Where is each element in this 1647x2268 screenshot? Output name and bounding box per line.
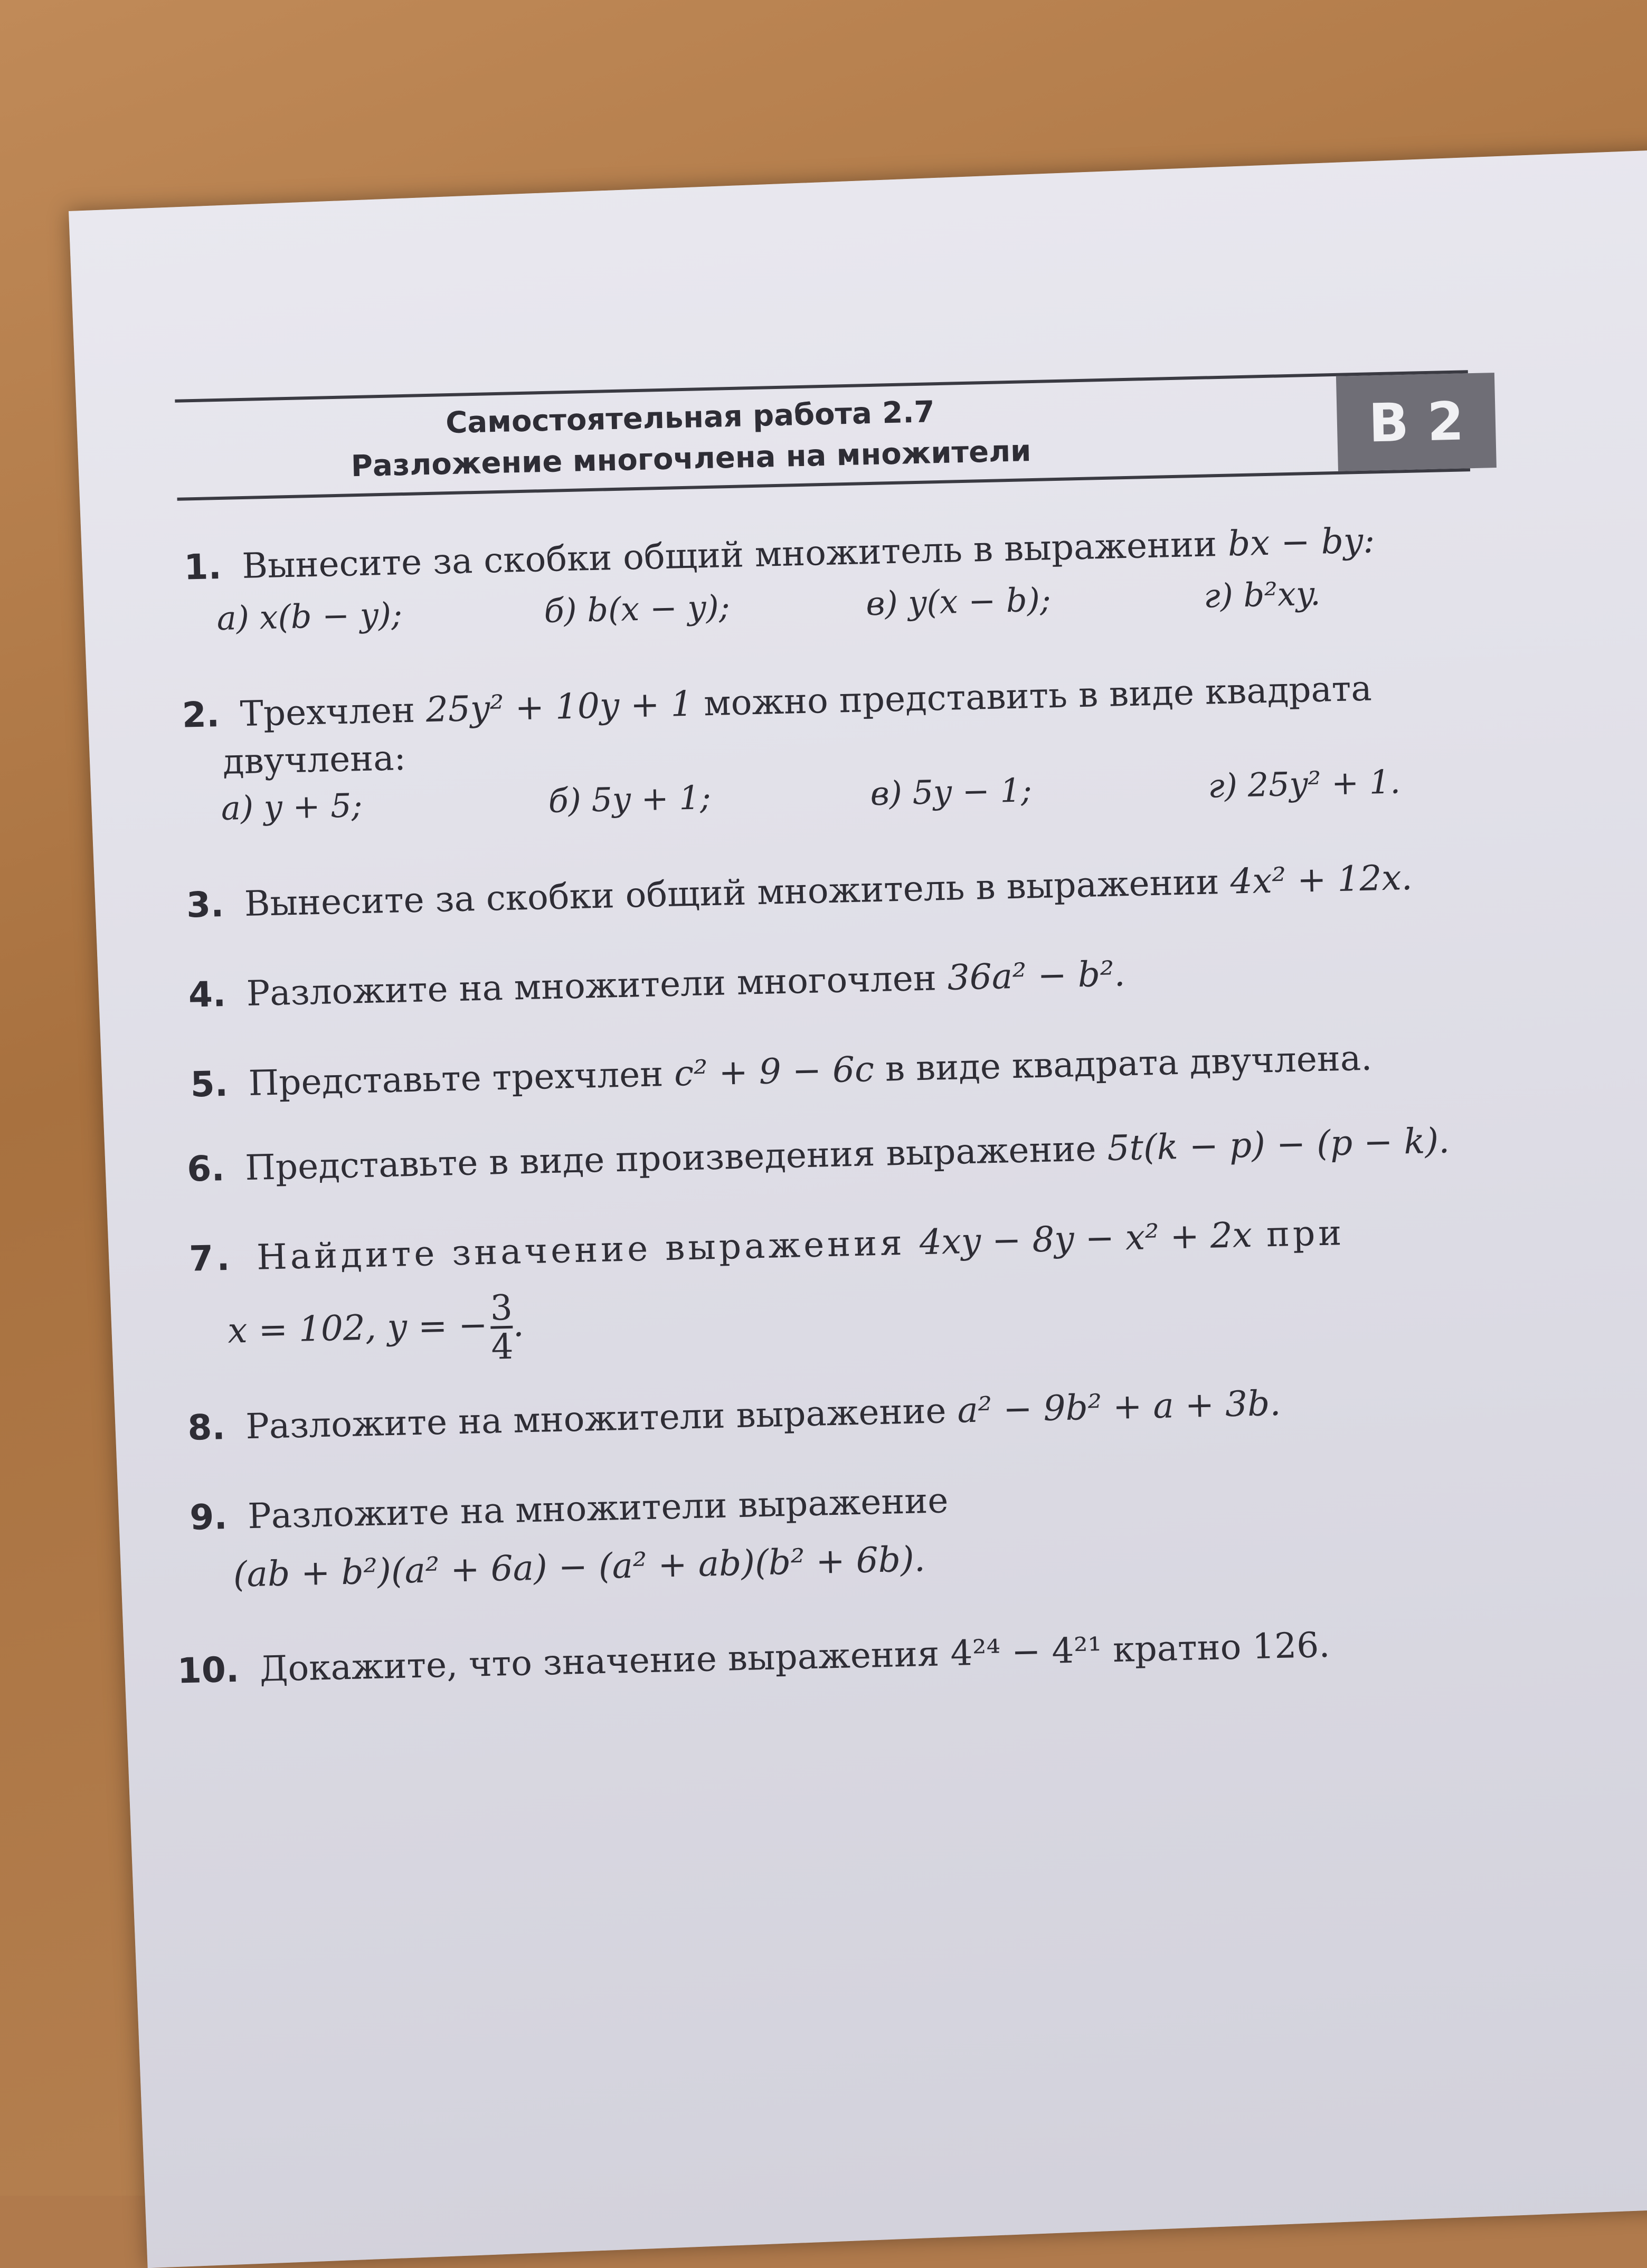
task-text-continued: в виде квадрата двучлена. [885, 1037, 1372, 1089]
task-1 [184, 520, 1376, 587]
task-number: 8. [187, 1407, 226, 1448]
task-text-continued: можно представить в виде квадрата [703, 668, 1372, 724]
task-2 [182, 668, 1372, 736]
task-7-line-2 [227, 1289, 525, 1371]
task-number: 9. [189, 1496, 228, 1538]
task-10 [177, 1625, 1330, 1692]
task-7-line-end: . [512, 1304, 525, 1345]
task-5 [190, 1038, 1372, 1105]
task-text: Представьте в виде произведения выражение [244, 1128, 1097, 1189]
task-9-expression: (ab + b²)(a² + 6a) − (a² + ab)(b² + 6b). [232, 1539, 926, 1595]
worksheet-header [175, 370, 1470, 501]
task-2-option-c: в) 5y − 1; [869, 771, 1033, 813]
task-3 [186, 857, 1413, 926]
task-number: 3. [186, 884, 224, 926]
fraction-denominator: 4 [490, 1326, 514, 1368]
task-text-continued: кратно 126. [1112, 1624, 1331, 1671]
task-2-option-a: а) y + 5; [221, 785, 363, 828]
task-expression: 4xy − 8y − x² + 2x [919, 1214, 1253, 1263]
task-text: Вынесите за скобки общий множитель в выражении [244, 861, 1220, 925]
worksheet-subtitle: Разложение многочлена на множители [351, 434, 1032, 484]
task-2-line-2: двучлена: [222, 737, 406, 782]
task-6 [187, 1120, 1450, 1189]
task-text: Разложите на множители многочлен [246, 957, 937, 1014]
task-text: Докажите, что значение выражения [259, 1633, 940, 1690]
variant-badge: В 2 [1336, 373, 1497, 471]
task-1-option-a: а) x(b − y); [216, 595, 403, 638]
task-7 [188, 1212, 1345, 1279]
task-1-option-d: г) b²xy. [1203, 574, 1321, 615]
task-number: 4. [188, 973, 226, 1016]
task-7-values: x = 102, y = − [227, 1304, 488, 1351]
task-number: 10. [177, 1649, 240, 1692]
task-text: Разложите на множители выражение [247, 1480, 949, 1537]
task-number: 5. [190, 1063, 229, 1105]
task-number: 1. [183, 546, 222, 588]
worksheet [100, 337, 1590, 2058]
task-4 [188, 953, 1125, 1015]
task-expression: bx − by: [1227, 520, 1376, 564]
task-1-option-b: б) b(x − y); [543, 587, 731, 631]
fraction-numerator: 3 [489, 1287, 513, 1328]
task-text: Вынесите за скобки общий множитель в выражении [241, 524, 1217, 586]
task-1-option-c: в) y(x − b); [865, 580, 1052, 623]
worksheet-title: Самостоятельная работа 2.7 [445, 395, 935, 441]
task-text: Найдите значение выражения [256, 1222, 906, 1278]
task-expression: 25y² + 10y + 1 [425, 683, 694, 730]
task-expression: 36a² − b². [946, 953, 1126, 998]
fraction [490, 1289, 514, 1366]
task-expression: c² + 9 − 6c [674, 1049, 875, 1094]
task-2-option-b: б) 5y + 1; [547, 777, 712, 820]
task-expression: 4x² + 12x. [1229, 857, 1413, 902]
task-expression: 5t(k − p) − (p − k). [1106, 1120, 1450, 1169]
task-number: 7. [188, 1237, 234, 1279]
task-text: Трехчлен [239, 689, 415, 735]
task-number: 6. [186, 1148, 225, 1190]
task-expression: a² − 9b² + a + 3b. [957, 1382, 1282, 1431]
task-8 [187, 1383, 1281, 1448]
task-9 [190, 1480, 949, 1538]
task-text: Представьте трехчлен [248, 1054, 664, 1104]
task-text-continued: при [1266, 1212, 1346, 1255]
task-2-option-d: г) 25y² + 1. [1207, 762, 1401, 805]
task-expression: 4²⁴ − 4²¹ [950, 1629, 1103, 1674]
task-text: Разложите на множители выражение [245, 1390, 947, 1447]
task-number: 2. [182, 694, 220, 736]
